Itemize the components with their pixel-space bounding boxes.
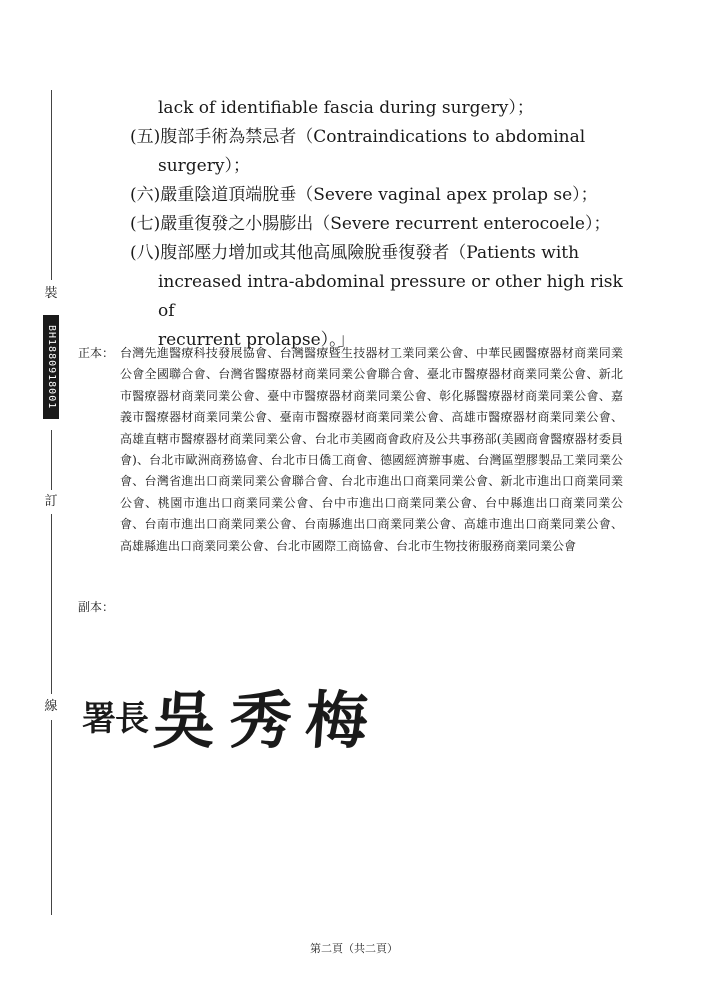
clause-continuation: surgery）； [158, 156, 250, 176]
binding-line [51, 720, 52, 915]
clause-text: 腹部壓力增加或其他高風險脫垂復發者（Patients with [160, 243, 580, 263]
binding-char-ding: 訂 [40, 494, 62, 510]
distribution-recipients: 台灣先進醫療科技發展協會、台灣醫療暨生技器材工業同業公會、中華民國醫療器材商業同業公會全國聯合會、台灣省醫療器材商業同業公會聯合會、臺北市醫療器材商業同業公會、新北市醫療器材商業同業公會、臺中市醫療器材商業同業公會、彰化縣醫療器材商業同業公會、嘉義市醫療器材商業同業公會、臺南市醫療器材商業同業公會、高雄市醫療器材商業同業公會、高雄直轄市醫療器材商業同業公會、台北市美國商會政府及公共事務部(美國商會醫療器材委員會)、台北市歐洲商務協會、台北市日僑工商會、德國經濟辦事處、台灣區塑膠製品工業同業公會、台灣省進出口商業同業公會聯合會、台北市進出口商業同業公會、新北市進出口商業同業公會、桃園市進出口商業同業公會、台中市進出口商業同業公會、台中縣進出口商業同業公會、台南市進出口商業同業公會、台南縣進出口商業同業公會、高雄市進出口商業同業公會、高雄縣進出口商業同業公會、台北市國際工商協會、台北市生物技術服務商業同業公會 [120, 346, 623, 553]
binding-line [51, 90, 52, 280]
clause-number: (六) [130, 185, 161, 205]
clause-item [130, 210, 630, 239]
clause-item [130, 181, 630, 210]
clause-text: 嚴重復發之小腸膨出（Severe recurrent enterocoele）； [160, 214, 611, 234]
clause-text: 嚴重陰道頂端脫垂（Severe vaginal apex prolap se）； [160, 185, 598, 205]
signature-block [82, 675, 385, 757]
clause-item [130, 123, 630, 152]
signature-title: 署長 [82, 698, 148, 739]
clause-text: 腹部手術為禁忌者（Contraindications to abdominal [160, 127, 586, 147]
clause-continuation: lack of identifiable fascia during surgery）； [158, 98, 534, 118]
copy-to-label: 副本： [78, 600, 115, 614]
binding-margin [36, 90, 66, 920]
binding-line [51, 514, 52, 694]
clause-item [130, 239, 630, 268]
clause-number: (五) [130, 127, 161, 147]
binding-char-xian: 線 [40, 699, 62, 715]
binding-line [51, 430, 52, 490]
page-number: 第二頁（共二頁） [310, 942, 398, 955]
clause-continuation: recurrent prolapse）。」 [158, 330, 355, 350]
clause-number: (八) [130, 243, 161, 263]
clause-number: (七) [130, 214, 161, 234]
distribution-block [78, 343, 623, 557]
signature-name: 吳秀梅 [151, 683, 385, 757]
distribution-label: 正本： [78, 346, 115, 360]
clause-list [130, 94, 630, 355]
binding-char-zhuang: 裝 [40, 286, 62, 302]
clause-continuation: increased intra-abdominal pressure or other high risk of [158, 272, 623, 321]
serial-barcode-label: BH1880918001 [43, 315, 59, 419]
